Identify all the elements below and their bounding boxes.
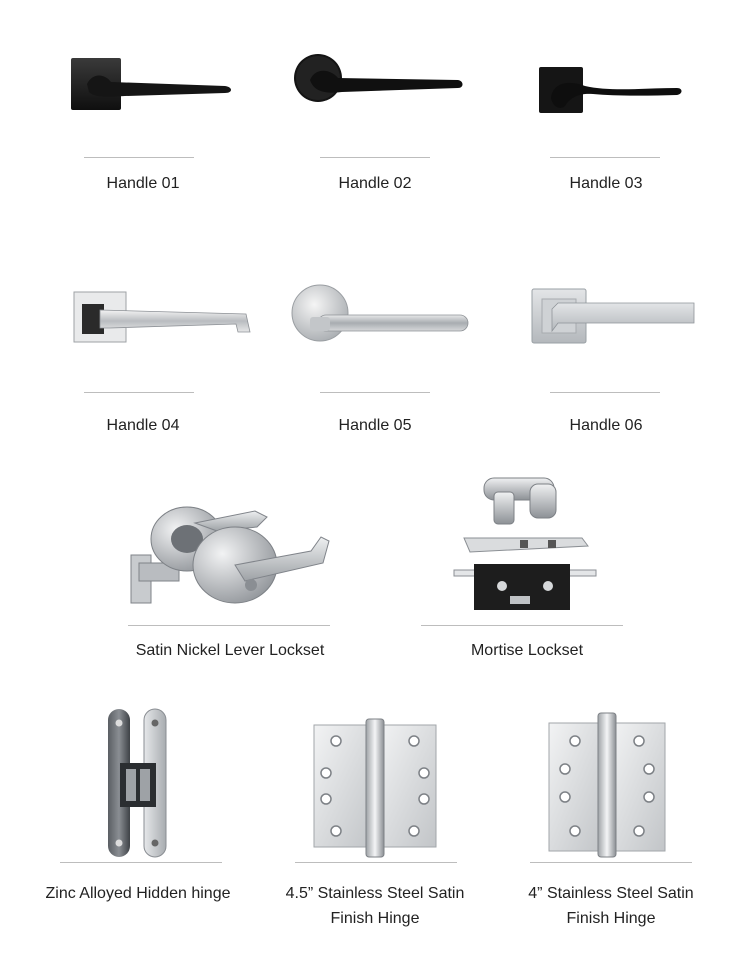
- product-label-line-1: 4.5” Stainless Steel Satin: [285, 885, 465, 902]
- satin-square-bar-handle-icon: [528, 285, 698, 347]
- lever-lockset-icon: [125, 497, 340, 612]
- product-label: Handle 03: [569, 175, 643, 192]
- divider: [320, 157, 430, 158]
- product-label: Handle 01: [106, 175, 180, 192]
- divider: [550, 157, 660, 158]
- divider: [421, 625, 623, 626]
- product-label-line-2: Finish Hinge: [330, 910, 420, 927]
- product-label: Handle 05: [338, 417, 412, 434]
- product-label: Handle 04: [106, 417, 180, 434]
- product-label: Mortise Lockset: [470, 642, 584, 659]
- divider: [84, 392, 194, 393]
- divider: [550, 392, 660, 393]
- black-square-rose-lever-handle-icon: [65, 52, 240, 122]
- product-label: Handle 06: [569, 417, 643, 434]
- divider: [128, 625, 330, 626]
- divider: [530, 862, 692, 863]
- product-label: Zinc Alloyed Hidden hinge: [45, 885, 231, 902]
- divider: [60, 862, 222, 863]
- product-label-line-1: 4” Stainless Steel Satin: [528, 885, 694, 902]
- ball-bearing-hinge-icon: [312, 717, 438, 859]
- black-curved-lever-handle-icon: [535, 62, 685, 117]
- hidden-hinge-icon: [106, 707, 170, 859]
- product-label-line-2: Finish Hinge: [566, 910, 656, 927]
- stainless-round-bar-handle-icon: [288, 283, 473, 348]
- product-label: Satin Nickel Lever Lockset: [135, 642, 325, 659]
- flat-butt-hinge-icon: [545, 711, 669, 859]
- chrome-square-lever-handle-icon: [70, 288, 255, 348]
- product-label: Handle 02: [338, 175, 412, 192]
- black-round-rose-lever-handle-icon: [290, 52, 465, 112]
- divider: [84, 157, 194, 158]
- mortise-lockset-icon: [450, 472, 600, 614]
- divider: [295, 862, 457, 863]
- divider: [320, 392, 430, 393]
